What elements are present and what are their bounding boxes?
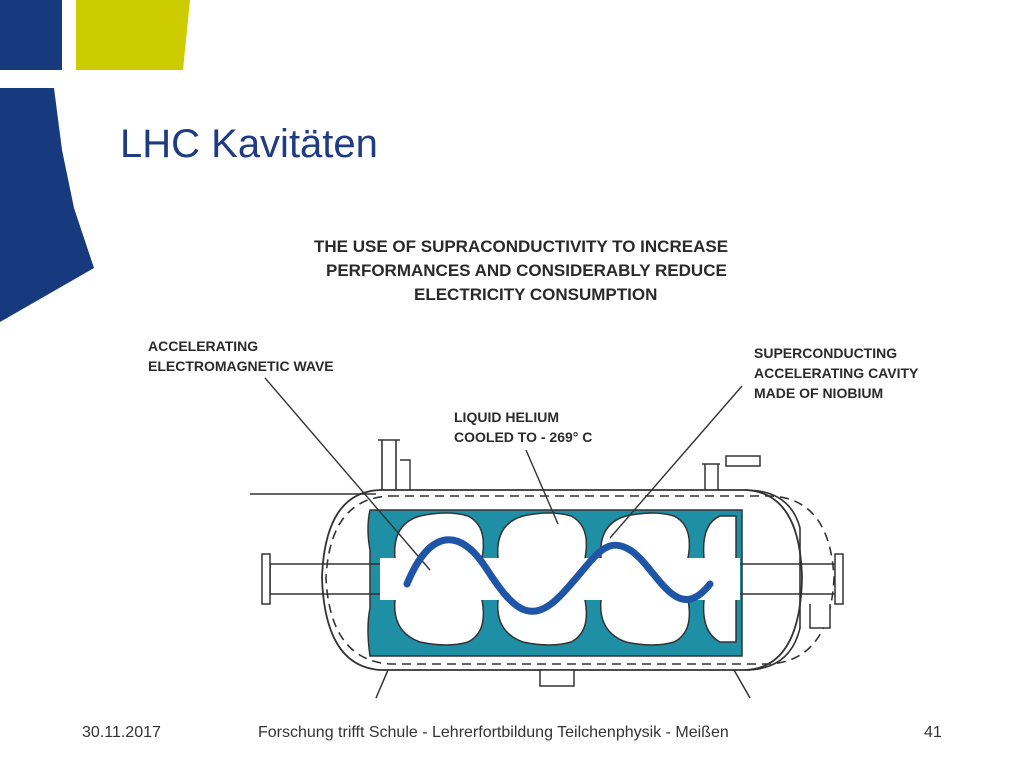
label-helium-line-2: COOLED TO - 269° C — [454, 429, 593, 445]
footer-date: 30.11.2017 — [82, 724, 161, 741]
label-helium-line-1: LIQUID HELIUM — [454, 409, 559, 425]
label-cavity-line-2: ACCELERATING CAVITY — [754, 365, 919, 381]
label-cavity-line-3: MADE OF NIOBIUM — [754, 385, 884, 401]
diagram-headline-line-3: ELECTRICITY CONSUMPTION — [414, 285, 658, 304]
page-title: LHC Kavitäten — [120, 122, 378, 166]
support-right — [734, 670, 750, 698]
support-left — [376, 670, 388, 698]
cavity-diagram — [130, 228, 960, 708]
top-port-left-2 — [400, 460, 410, 490]
corner-blue-ribbon — [0, 88, 94, 322]
pointer-wave — [265, 378, 430, 570]
beam-pipe-left — [270, 564, 380, 594]
flange-right — [835, 554, 843, 604]
cavity-diagram-svg — [130, 228, 960, 708]
vessel-end-cap — [745, 490, 800, 670]
top-port-left — [378, 440, 400, 490]
label-cavity-line-1: SUPERCONDUCTING — [754, 345, 898, 361]
beam-pipe-right — [740, 564, 835, 594]
top-port-right — [702, 456, 760, 490]
flange-left — [262, 554, 270, 604]
label-wave-line-2: ELECTROMAGNETIC WAVE — [148, 358, 334, 374]
cavity-cells — [380, 513, 740, 645]
support-base — [540, 670, 574, 686]
footer-page-number: 41 — [924, 724, 942, 741]
corner-yellow-block — [76, 0, 190, 70]
diagram-headline-line-2: PERFORMANCES AND CONSIDERABLY REDUCE — [326, 261, 727, 280]
footer-center-text: Forschung trifft Schule - Lehrerfortbildung Teilchenphysik - Meißen — [258, 724, 729, 741]
label-wave-line-1: ACCELERATING — [148, 338, 259, 354]
diagram-headline-line-1: THE USE OF SUPRACONDUCTIVITY TO INCREASE — [314, 237, 729, 256]
port-right — [810, 604, 830, 628]
